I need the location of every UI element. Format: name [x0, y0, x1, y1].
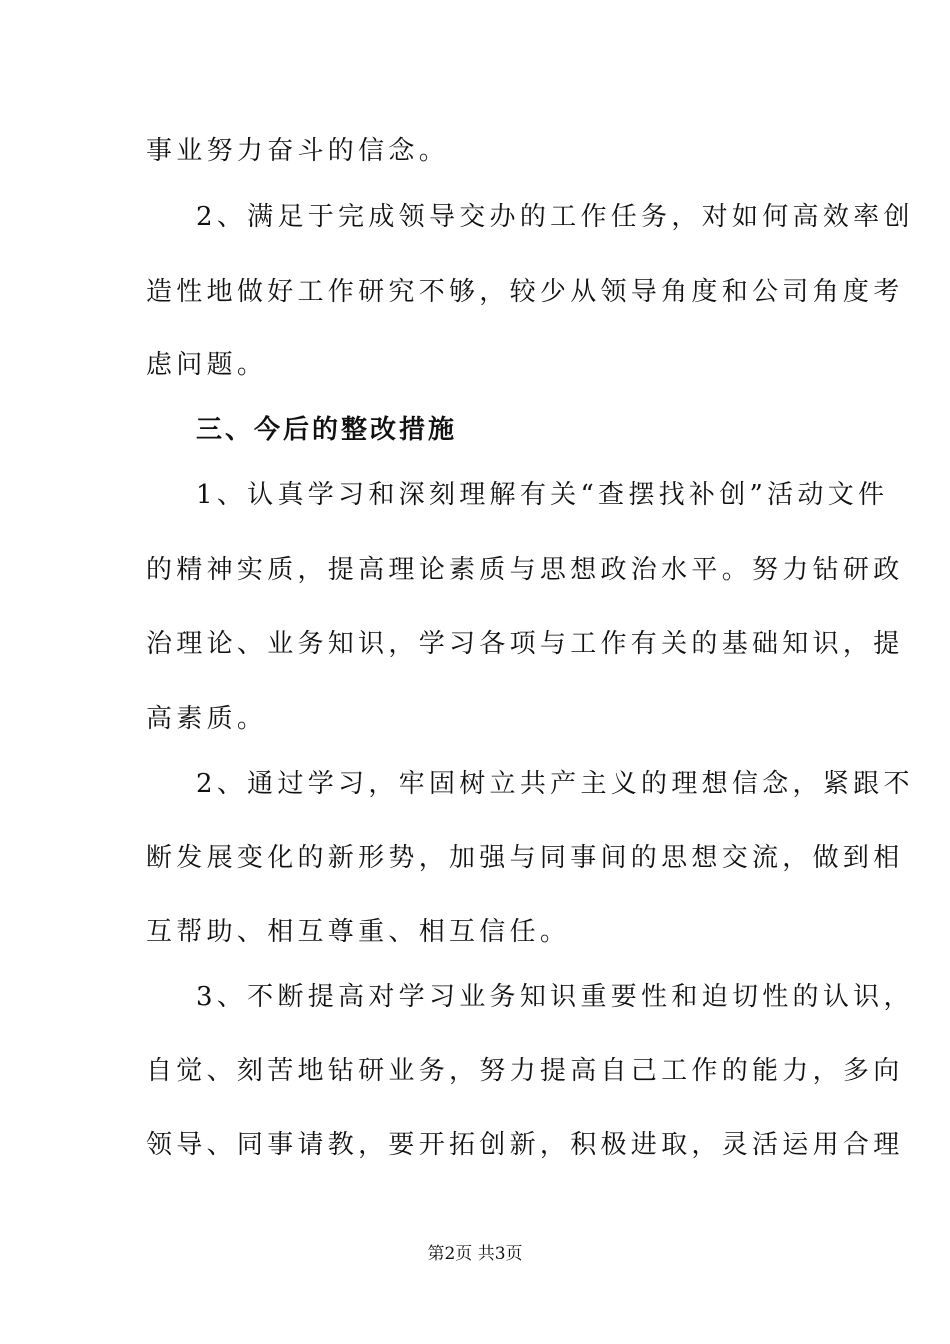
paragraph-line: 的精神实质，提高理论素质与思想政治水平。努力钻研政: [146, 555, 904, 585]
paragraph-line: 1、认真学习和深刻理解有关“查摆找补创”活动文件: [196, 480, 889, 510]
paragraph-line: 2、满足于完成领导交办的工作任务，对如何高效率创: [196, 202, 914, 232]
paragraph-line: 断发展变化的新形势，加强与同事间的思想交流，做到相: [146, 843, 904, 873]
page-number-footer: 第2页 共3页: [427, 1244, 523, 1264]
section-heading: 三、今后的整改措施: [196, 415, 458, 445]
paragraph-line: 高素质。: [146, 704, 268, 734]
paragraph-line: 3、不断提高对学习业务知识重要性和迫切性的认识，: [196, 982, 914, 1012]
paragraph-line: 治理论、业务知识，学习各项与工作有关的基础知识，提: [146, 629, 904, 659]
paragraph-line: 事业努力奋斗的信念。: [146, 136, 450, 166]
paragraph-line: 领导、同事请教，要开拓创新，积极进取，灵活运用合理: [146, 1130, 904, 1160]
paragraph-line: 2、通过学习，牢固树立共产主义的理想信念，紧跟不: [196, 769, 914, 799]
paragraph-line: 虑问题。: [146, 350, 268, 380]
paragraph-line: 自觉、刻苦地钻研业务，努力提高自己工作的能力，多向: [146, 1056, 904, 1086]
paragraph-line: 互帮助、相互尊重、相互信任。: [146, 917, 571, 947]
paragraph-line: 造性地做好工作研究不够，较少从领导角度和公司角度考: [146, 277, 904, 307]
